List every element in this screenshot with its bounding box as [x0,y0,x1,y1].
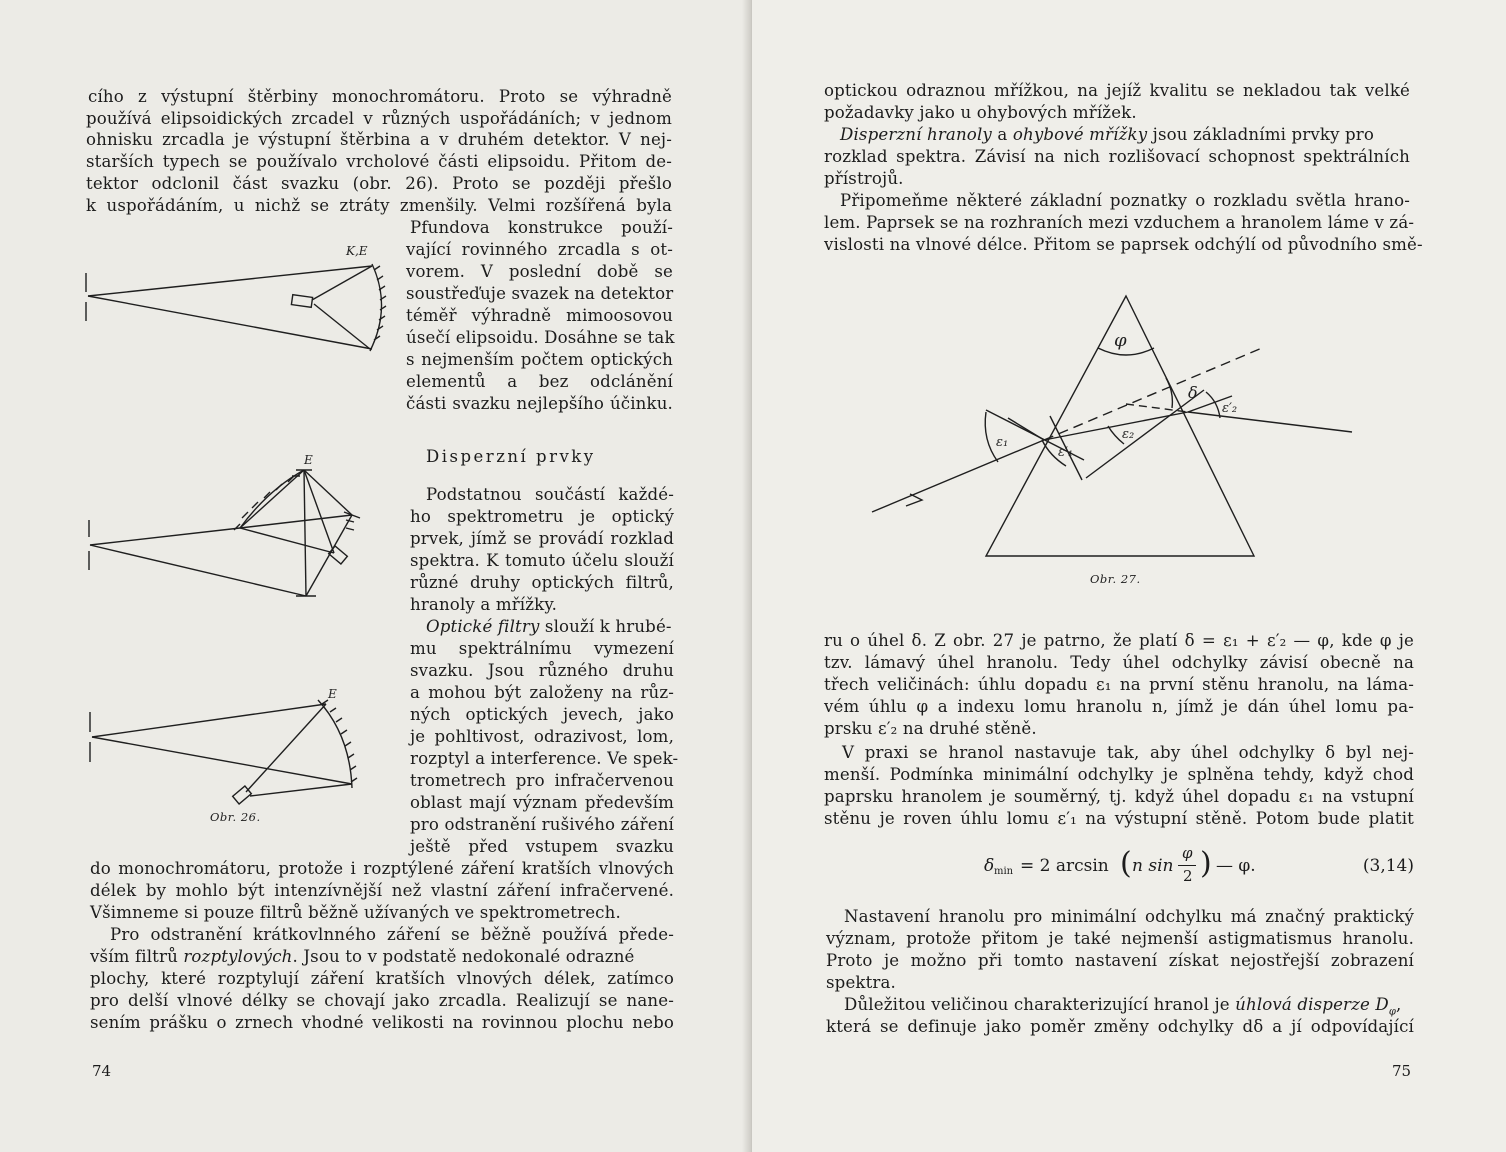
text-line: části svazku nejlepšího účinku. [406,394,673,413]
term-angular-dispersion: úhlová disperze D [1235,995,1389,1014]
text-line: cího z výstupní štěrbiny monochromátoru. Proto se výhradně [88,87,672,106]
fig26-label-top: K,E [346,244,368,258]
text-fragment: slouží k hrubé- [539,617,672,636]
text-line: ných optických jevech, jako [410,705,674,724]
text-line: svazku. Jsou různého druhu [410,661,674,680]
text-line: spektra. K tomuto účelu slouží [410,551,674,570]
text-line: V praxi se hranol nastavuje tak, aby úhel odchylky δ byl nej- [842,743,1414,762]
text-line: plochy, které rozptylují záření kratších vlnových délek, zatímco [90,969,674,988]
fig26-label-mid: E [304,453,313,467]
text-fragment: Důležitou veličinou charakterizující hranol je [844,995,1236,1014]
text-line: hranoly a mřížky. [410,595,558,614]
text-line: mu spektrálnímu vymezení [410,639,674,658]
text-line: k uspořádáním, u nichž se ztráty zmenšily. Velmi rozšířená byla [86,196,672,215]
term-dispersion-prisms: Disperzní hranoly [840,125,992,144]
figure-26-arrangement-2 [89,453,360,596]
term-scatter-filters: rozptylových [183,947,293,966]
text-line: a mohou být založeny na růz- [410,683,674,702]
text-line: rozptyl a interference. Ve spek- [410,749,679,768]
text-line: tzv. lámavý úhel hranolu. Tedy úhel odchylky závisí obecně na [824,653,1414,672]
left-page [0,0,752,1152]
figure-26 [0,0,752,1152]
term-diffraction-gratings: ohybové mřížky [1012,125,1148,144]
term-optical-filters: Optické filtry [426,617,540,636]
text-line: ru o úhel δ. Z obr. 27 je patrno, že platí δ = ε₁ + ε′₂ — φ, kde φ je [824,631,1414,650]
text-line: elementů a bez odclánění [406,372,673,391]
text-line: Nastavení hranolu pro minimální odchylku má značný praktický [844,907,1414,926]
page-number: 74 [92,1062,112,1080]
text-line: do monochromátoru, protože i rozptýlené záření kratších vlnových [90,859,674,878]
formula-lhs: δ [984,856,995,876]
figure-caption: Obr. 27. [1090,572,1141,586]
text-line: Podstatnou součástí každé- [426,485,674,504]
text-line: oblast mají význam především [410,793,674,812]
text-line: téměř výhradně mimoosovou [406,306,673,325]
label-apex-angle: φ [1114,330,1127,351]
text-line: ohnisku zrcadla je výstupní štěrbina a v druhém detektor. V nej- [86,130,672,149]
text-fragment: jsou základními prvky pro [1147,125,1375,144]
text-line: stěnu je roven úhlu lomu ε′₁ na výstupní stěně. Potom bude platit [824,809,1414,828]
label-epsilon1: ε₁ [996,435,1009,450]
label-epsilon2: ε₂ [1122,427,1135,442]
formula-paren-close: ) [1200,846,1212,881]
text-fragment: vším filtrů [90,947,184,966]
formula-3-14 [984,844,1414,892]
text-line: Připomeňme některé základní poznatky o rozkladu světla hrano- [840,191,1410,210]
text-line: je pohltivost, odrazivost, lom, [410,727,674,746]
text-line: menší. Podmínka minimální odchylky je splněna tehdy, když chod [824,765,1414,784]
formula-frac-num: φ [1182,844,1193,862]
text-line: Pro odstranění krátkovlnného záření se běžně používá přede- [110,925,674,944]
text-line: soustřeďuje svazek na detektor [406,284,674,303]
text-line: úsečí elipsoidu. Dosáhne se tak [406,328,675,347]
figure-caption: Obr. 26. [210,810,261,824]
text-line: starších typech se používalo vrcholové části elipsoidu. Přitom de- [86,152,672,171]
text-line: paprsku hranolem je souměrný, tj. když úhel dopadu ε₁ na vstupní [824,787,1414,806]
section-heading: Disperzní prvky [426,447,596,466]
text-line: délek by mohlo být intenzívnější než vlastní záření infračervené. [90,881,674,900]
text-line: přístrojů. [824,169,904,188]
formula-lhs-sub: min [994,866,1014,877]
text-line: s nejmenším počtem optických [406,350,673,369]
label-epsilon1-prime: ε′₁ [1058,445,1074,460]
text-line: spektra. [826,973,896,992]
text-line: třech veličinách: úhlu dopadu ε₁ na první stěnu hranolu, na láma- [824,675,1414,694]
text-line: používá elipsoidických zrcadel v různých uspořádáních; v jednom [86,109,672,128]
text-line: která se definuje jako poměr změny odchylky dδ a jí odpovídající [826,1017,1414,1036]
text-line: prsku ε′₂ na druhé stěně. [824,719,1037,738]
text-line: vém úhlu φ a indexu lomu hranolu n, jímž je dán úhel lomu pa- [824,697,1414,716]
text-line: tektor odclonil část svazku (obr. 26). Proto se později přešlo [86,174,672,193]
text-line: optickou odraznou mřížkou, na jejíž kvalitu se nekladou tak velké [824,81,1410,100]
label-deviation: δ [1188,383,1198,402]
formula-number: (3,14) [1362,856,1414,876]
text-line: požadavky jako u ohybových mřížek. [824,103,1137,122]
text-line: lem. Paprsek se na rozhraních mezi vzduchem a hranolem láme v zá- [824,213,1415,232]
formula-frac-bar [1178,865,1196,866]
text-line: rozklad spektra. Závisí na nich rozlišovací schopnost spektrálních [824,147,1410,166]
formula-tail: — φ. [1216,856,1256,876]
formula-frac-den: 2 [1183,867,1193,885]
text-line: význam, protože přitom je také nejmenší astigmatismus hranolu. [826,929,1414,948]
text-line: vorem. V poslední době se [406,262,673,281]
formula-eq: = 2 arcsin [1020,856,1109,876]
right-page [752,0,1506,1152]
text-line: pro odstranění rušivého záření [410,815,674,834]
text-line: prvek, jímž se provádí rozklad [410,529,674,548]
page-number: 75 [1392,1062,1412,1080]
text-fragment: , [1396,995,1402,1014]
text-fragment: . Jsou to v podstatě nedokonalé odrazné [292,947,635,966]
formula-paren-open: ( [1120,846,1132,881]
text-line: různé druhy optických filtrů, [410,573,674,592]
text-line: Všimneme si pouze filtrů běžně užívaných ve spektrometrech. [90,903,621,922]
text-line: pro delší vlnové délky se chovají jako zrcadla. Realizují se nane- [90,991,674,1010]
label-epsilon2-prime: ε′₂ [1222,401,1238,416]
figure-26-arrangement-3 [90,687,357,804]
text-fragment: a [991,125,1013,144]
text-line: ho spektrometru je optický [410,507,674,526]
figure-26-arrangement-1 [86,244,386,351]
fig26-label-bottom: E [328,687,337,701]
text-line: vající rovinného zrcadla s ot- [406,240,673,259]
text-line: Pfundova konstrukce použí- [410,218,673,237]
formula-n-sin: n sin [1132,856,1174,876]
text-line: vislosti na vlnové délce. Přitom se paprsek odchýlí od původního smě- [824,235,1423,254]
text-line: trometrech pro infračervenou [410,771,674,790]
term-subscript: φ [1388,1006,1397,1018]
text-line: ještě před vstupem svazku [410,837,674,856]
text-line: sením prášku o zrnech vhodné velikosti na rovinnou plochu nebo [90,1013,674,1032]
text-line: Proto je možno při tomto nastavení získat nejostřejší zobrazení [826,951,1414,970]
